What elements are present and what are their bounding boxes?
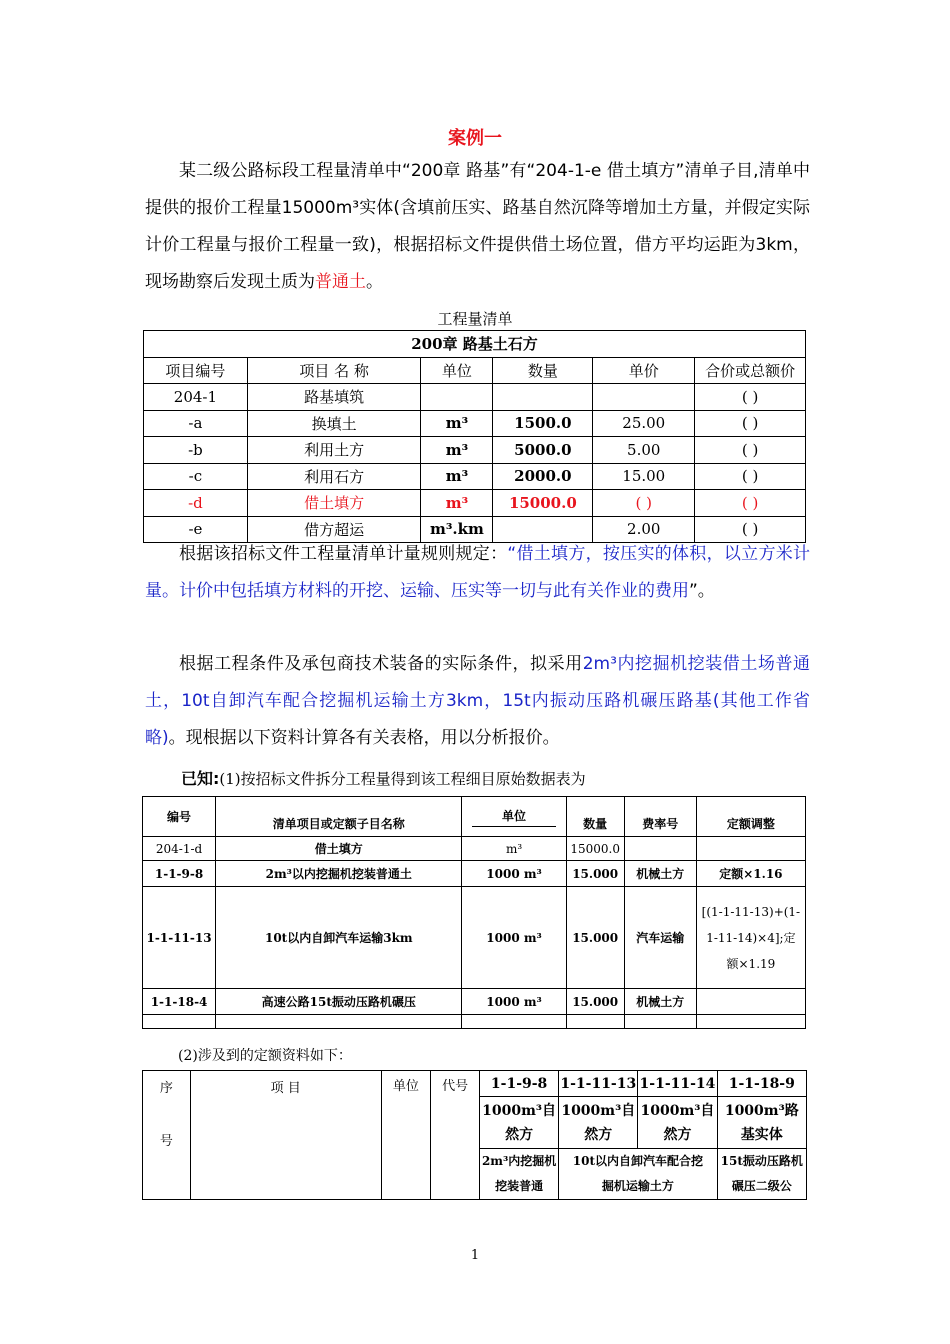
header-code: 编号 — [143, 797, 216, 837]
table-row: -e 借方超运 m³.km 2.00 ( ) — [144, 516, 806, 543]
header-seq: 序 号 — [143, 1071, 191, 1200]
table-row: -c 利用石方 m³ 2000.0 15.00 ( ) — [144, 463, 806, 490]
quota-desc: 2m³内挖掘机挖装普通 — [480, 1149, 559, 1200]
quota-unit: 1000m³自然方 — [638, 1097, 717, 1149]
quota-unit: 1000m³自然方 — [480, 1097, 559, 1149]
known-label: 已知: — [181, 769, 220, 788]
quota-code: 1-1-18-9 — [717, 1071, 806, 1097]
quota-code: 1-1-11-13 — [559, 1071, 638, 1097]
intro-end: 。 — [366, 272, 383, 292]
quota-table — [142, 1070, 807, 1200]
header-name: 清单项目或定额子目名称 — [216, 797, 462, 837]
intro-paragraph — [145, 153, 810, 301]
quota-code: 1-1-9-8 — [480, 1071, 559, 1097]
table-row-highlighted: -d 借土填方 m³ 15000.0 ( ) ( ) — [144, 490, 806, 517]
quota-desc: 15t振动压路机碾压二级公 — [717, 1149, 806, 1200]
header-adjust: 定额调整 — [696, 797, 805, 837]
header-unit: 单位 — [421, 357, 493, 384]
header-quantity: 数量 — [493, 357, 593, 384]
page-number: 1 — [470, 1248, 480, 1263]
known-text: (1)按招标文件拆分工程量得到该工程细目原始数据表为 — [219, 770, 586, 788]
case-title: 案例一 — [448, 128, 502, 149]
intro-text: 某二级公路标段工程量清单中“200章 路基”有“204-1-e 借土填方”清单子目,清单中提供的报价工程量15000m³实体(含填前压实、路基自然沉降等增加土方量，并假定实际计价工程量与报价工程量一致)，根据招标文件提供借土场位置，借方平均运距为3km，现场勘察后发现土质为 — [145, 161, 810, 292]
header-quantity: 数量 — [566, 797, 624, 837]
plan-paragraph: 根据工程条件及承包商技术装备的实际条件，拟采用2m³内挖掘机挖装借土场普通土，10t自卸汽车配合挖掘机运输土方3km，15t内振动压路机碾压路基(其他工作省略)。现根据以下资料计算各有关表格，用以分析报价。 — [145, 654, 810, 748]
quota-unit: 1000m³自然方 — [559, 1097, 638, 1149]
table-row: 1-1-11-13 10t以内自卸汽车运输3km 1000 m³ 15.000 汽车运输 [(1-1-11-13)+(1-1-11-14)×4];定额×1.19 — [143, 887, 806, 989]
plan-highlight: 2m³内挖掘机挖装借土场普通土，10t自卸汽车配合挖掘机运输土方3km，15t内振动压路机碾压路基(其他工作省略) — [145, 654, 810, 748]
section-title: 200章 路基土石方 — [144, 331, 806, 358]
item-breakdown-table — [142, 796, 806, 1029]
table1-caption: 工程量清单 — [437, 310, 513, 328]
header-unit: 单位 — [462, 797, 566, 837]
table-row: 1-1-9-8 2m³以内挖掘机挖装普通土 1000 m³ 15.000 机械土方 定额×1.16 — [143, 861, 806, 887]
header-total: 合价或总额价 — [695, 357, 806, 384]
quota-code: 1-1-11-14 — [638, 1071, 717, 1097]
quota-unit: 1000m³路基实体 — [717, 1097, 806, 1149]
known-line — [181, 766, 586, 789]
header-item-name: 项目 名 称 — [247, 357, 421, 384]
soil-type-highlight: 普通土 — [315, 272, 366, 292]
rule-paragraph: 根据该招标文件工程量清单计量规则规定：“借土填方，按压实的体积，以立方米计量。计价中包括填方材料的开挖、运输、压实等一切与此有关作业的费用”。 — [145, 544, 811, 601]
bill-of-quantities-table — [143, 330, 806, 543]
table-row: 1-1-18-4 高速公路15t振动压路机碾压 1000 m³ 15.000 机械土方 — [143, 989, 806, 1015]
header-unit-price: 单价 — [593, 357, 695, 384]
table-row: -a 换填土 m³ 1500.0 25.00 ( ) — [144, 410, 806, 437]
rule-highlight: “借土填方，按压实的体积，以立方米计量。计价中包括填方材料的开挖、运输、压实等一切与此有关作业的费用 — [145, 544, 811, 601]
table-row: 204-1 路基填筑 ( ) — [144, 384, 806, 411]
header-item-no: 项目编号 — [144, 357, 248, 384]
header-unit: 单位 — [381, 1071, 431, 1200]
table3-caption: (2)涉及到的定额资料如下： — [178, 1048, 352, 1064]
quota-desc: 10t以内自卸汽车配合挖掘机运输土方 — [559, 1149, 717, 1200]
header-code: 代号 — [431, 1071, 480, 1200]
header-rate-no: 费率号 — [624, 797, 696, 837]
table-row: -b 利用土方 m³ 5000.0 5.00 ( ) — [144, 437, 806, 464]
table-row: 204-1-d 借土填方 m³ 15000.0 — [143, 837, 806, 861]
table-row-empty — [143, 1015, 806, 1029]
header-item: 项 目 — [190, 1071, 381, 1200]
